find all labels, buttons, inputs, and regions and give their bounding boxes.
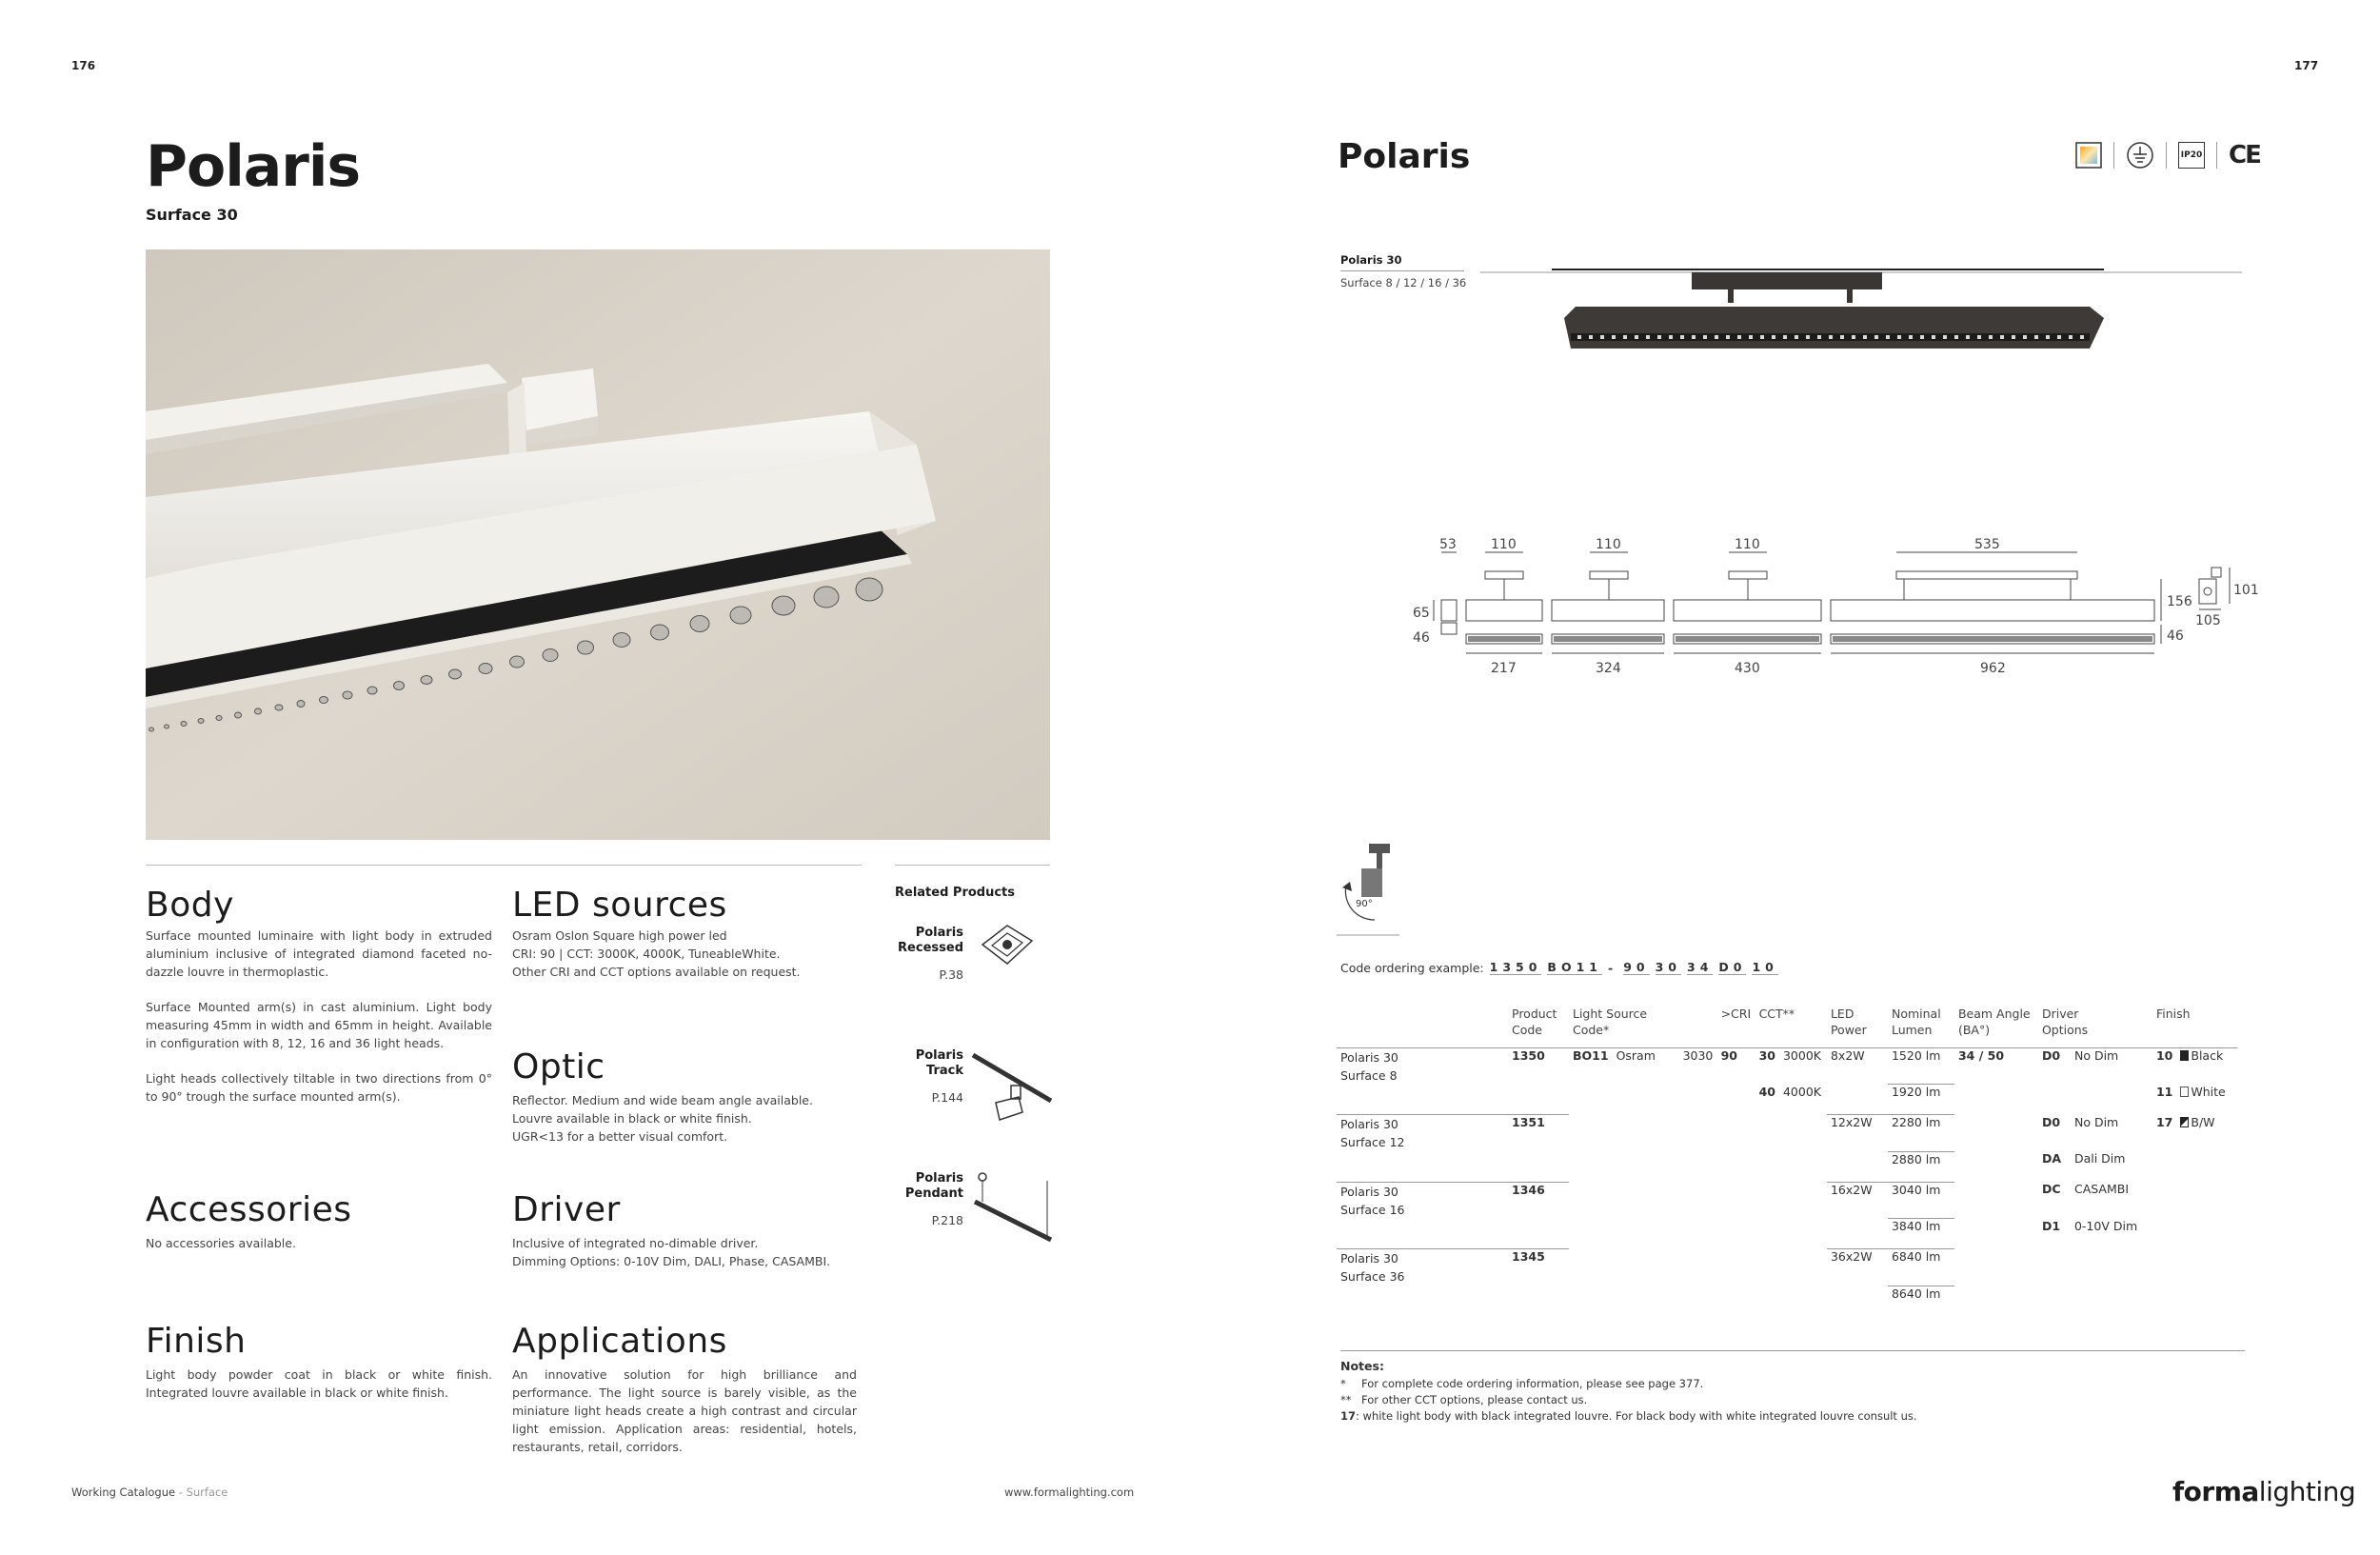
footer-category: Surface xyxy=(186,1485,228,1499)
led-sources-heading: LED sources xyxy=(512,886,727,925)
table-header-row xyxy=(1337,1006,2237,1047)
table-row xyxy=(1337,1115,2237,1152)
cell-driver-code: D0 xyxy=(2038,1047,2071,1085)
cell-product xyxy=(1337,1085,1508,1115)
footer-separator: - xyxy=(175,1485,187,1499)
body-paragraph-3: Light heads collectively tiltable in two directions from 0° to 90° trough the surface mounted arm(s). xyxy=(146,1071,492,1104)
finish-label: B/W xyxy=(2191,1114,2215,1129)
cell-lumen: 1920 lm xyxy=(1888,1085,1954,1115)
header-cri: >CRI xyxy=(1720,1007,1752,1021)
related-name: Polaris Pendant xyxy=(904,1171,963,1201)
header-beam-angle: Beam Angle (BA°) xyxy=(1957,1007,2031,1037)
cell-empty xyxy=(2152,1219,2237,1249)
cell-source-brand: Osram xyxy=(1613,1047,1679,1085)
cell-finish xyxy=(2176,1085,2237,1115)
related-page: P.218 xyxy=(931,1213,963,1227)
page-number-right: 177 xyxy=(2294,59,2319,72)
applications-text: An innovative solution for high brilliance and performance. The light source is barely visible, as the miniature light heads create a high contrast and circular light emission. Application areas: residential, hotels, restaurants, retail, corridors. xyxy=(512,1367,857,1454)
header-product-code: Product Code xyxy=(1512,1007,1557,1037)
cell-cri: 90 xyxy=(1717,1047,1755,1085)
header-finish: Finish xyxy=(2155,1007,2191,1021)
cell-driver: Dali Dim xyxy=(2073,1151,2126,1166)
related-divider xyxy=(895,865,1050,866)
optic-text xyxy=(512,1091,864,1146)
led-line-2: CRI: 90 | CCT: 3000K, 4000K, TuneableWhite. xyxy=(512,947,781,961)
cell-power xyxy=(1827,1085,1888,1115)
cell-code: 1345 xyxy=(1508,1249,1569,1286)
related-page: P.144 xyxy=(931,1090,963,1105)
product-photo xyxy=(146,249,1050,840)
note-mark: * xyxy=(1340,1377,1346,1390)
cell-code: 1350 xyxy=(1508,1047,1569,1085)
tilt-angle: 90° xyxy=(1356,899,1373,909)
cell-source-code xyxy=(1569,1085,1613,1115)
cell-finish-code: 10 xyxy=(2152,1047,2176,1085)
cell-source-type xyxy=(1679,1085,1717,1115)
cell-driver: 0-10V Dim xyxy=(2073,1218,2138,1233)
cell-empty xyxy=(1569,1286,1827,1316)
ce-mark-icon: CE xyxy=(2229,141,2260,169)
cell-driver-code: D1 xyxy=(2041,1218,2061,1233)
cell-driver: CASAMBI xyxy=(2073,1182,2130,1196)
dimension-drawing xyxy=(1409,533,2259,686)
dim-arm-2: 110 xyxy=(1596,537,1621,552)
product-side-drawing xyxy=(1480,257,2242,362)
note-line xyxy=(1340,1376,2245,1392)
dim-depth: 53 xyxy=(1439,537,1457,552)
cell-power: 16x2W xyxy=(1827,1182,1888,1219)
header-light-source: Light Source Code* xyxy=(1573,1007,1648,1037)
cell-driver-code xyxy=(2038,1085,2071,1115)
note-line xyxy=(1340,1408,2245,1425)
dim-length-16: 430 xyxy=(1735,661,1760,676)
code-group-dash: - xyxy=(1607,961,1618,975)
color-tuning-icon xyxy=(2075,142,2102,169)
cell-power: 8x2W xyxy=(1827,1047,1888,1085)
cell-product xyxy=(1337,1286,1508,1316)
body-heading: Body xyxy=(146,886,234,925)
code-group-product: 1350 xyxy=(1489,960,1542,974)
footer-left xyxy=(71,1485,228,1499)
product-label: Polaris 30 xyxy=(1340,253,1402,267)
spec-table xyxy=(1337,1006,2237,1316)
earth-ground-icon xyxy=(2126,141,2154,169)
optic-heading: Optic xyxy=(512,1047,605,1087)
cell-power: 12x2W xyxy=(1827,1115,1888,1152)
cell-driver-code: DA xyxy=(2041,1151,2062,1166)
table-row xyxy=(1337,1047,2237,1085)
cell-power xyxy=(1827,1286,1888,1316)
cell-source-brand xyxy=(1613,1115,1679,1152)
cell-cri xyxy=(1717,1115,1755,1152)
finish-label: Black xyxy=(2191,1047,2224,1063)
dim-length-12: 324 xyxy=(1596,661,1621,676)
optic-line-3: UGR<13 for a better visual comfort. xyxy=(512,1129,728,1144)
recessed-fixture-icon xyxy=(979,922,1036,969)
cell-beam xyxy=(1954,1085,2038,1115)
cert-separator xyxy=(2216,142,2217,169)
optic-line-1: Reflector. Medium and wide beam angle available. xyxy=(512,1093,813,1107)
body-paragraph-1: Surface mounted luminaire with light body in extruded aluminium inclusive of integrated diamond faceted no-dazzle louvre in thermoplastic. xyxy=(146,928,492,979)
body-text xyxy=(146,927,492,1123)
accessories-heading: Accessories xyxy=(146,1190,352,1229)
black-swatch-icon xyxy=(2180,1050,2189,1061)
ip20-badge-icon: IP20 xyxy=(2178,142,2205,169)
table-row xyxy=(1337,1085,2237,1115)
finish-label: White xyxy=(2191,1084,2226,1099)
header-cct: CCT** xyxy=(1758,1007,1795,1021)
dim-length-36: 962 xyxy=(1980,661,2006,676)
header-led-power: LED Power xyxy=(1830,1007,1867,1037)
related-name: Polaris Recessed xyxy=(898,926,963,955)
note-mark: ** xyxy=(1340,1393,1352,1406)
body-paragraph-2: Surface Mounted arm(s) in cast aluminium. Light body measuring 45mm in width and 65mm in height. Available in configuration with 8, 12, 16 and 36 light heads. xyxy=(146,1000,492,1050)
cell-source-type: 3030 xyxy=(1679,1047,1717,1085)
optic-line-2: Louvre available in black or white finish. xyxy=(512,1111,752,1126)
cell-empty xyxy=(2152,1182,2237,1219)
code-group-driver: D0 xyxy=(1718,960,1747,974)
cell-lumen: 1520 lm xyxy=(1888,1047,1954,1085)
cell-lumen: 2280 lm xyxy=(1888,1115,1954,1152)
applications-heading: Applications xyxy=(512,1322,727,1361)
cell-cct: 4000K xyxy=(1782,1084,1821,1099)
cell-empty xyxy=(1569,1249,1827,1286)
notes xyxy=(1340,1358,2245,1425)
dim-body-height: 65 xyxy=(1413,606,1430,621)
cell-code: 1346 xyxy=(1508,1182,1569,1219)
cell-cct-code: 30 xyxy=(1755,1047,1779,1085)
header-nominal-lumen: Nominal Lumen xyxy=(1891,1007,1941,1037)
cell-power xyxy=(1827,1219,1888,1249)
cell-cct xyxy=(1779,1115,1827,1152)
cell-lumen: 8640 lm xyxy=(1888,1286,1954,1316)
cell-product xyxy=(1337,1219,1508,1249)
dim-side-width: 105 xyxy=(2195,613,2221,628)
footer-catalogue: Working Catalogue xyxy=(71,1485,176,1499)
footer-website[interactable]: www.formalighting.com xyxy=(1004,1485,1135,1499)
dim-side-arm: 101 xyxy=(2233,583,2259,598)
notes-divider xyxy=(1340,1350,2245,1351)
cell-product: Polaris 30 Surface 8 xyxy=(1337,1047,1508,1085)
cell-code: 1351 xyxy=(1508,1115,1569,1152)
cell-driver-code: DC xyxy=(2041,1182,2061,1196)
dim-arm-4: 535 xyxy=(1974,537,2000,552)
right-page-title: Polaris xyxy=(1338,137,1471,176)
related-name: Polaris Track xyxy=(915,1048,963,1078)
cell-beam xyxy=(1954,1115,2038,1152)
cell-empty xyxy=(1954,1249,2237,1286)
header-cell xyxy=(1337,1006,1508,1047)
cell-lumen: 3040 lm xyxy=(1888,1182,1954,1219)
cell-code xyxy=(1508,1085,1569,1115)
logo-bold: forma xyxy=(2172,1476,2259,1507)
cell-power: 36x2W xyxy=(1827,1249,1888,1286)
driver-heading: Driver xyxy=(512,1190,621,1229)
cell-driver xyxy=(2071,1085,2152,1115)
dim-side-total: 156 xyxy=(2167,594,2192,609)
table-row xyxy=(1337,1151,2237,1182)
page-number-left: 176 xyxy=(71,59,96,72)
cell-product xyxy=(1337,1151,1508,1182)
section-divider xyxy=(146,865,862,866)
table-row xyxy=(1337,1182,2237,1219)
product-label-rule xyxy=(1340,270,1464,271)
cell-source-code xyxy=(1569,1115,1613,1152)
led-line-1: Osram Oslon Square high power led xyxy=(512,928,727,943)
driver-line-1: Inclusive of integrated no-dimable driver. xyxy=(512,1236,759,1250)
cell-source-type xyxy=(1679,1115,1717,1152)
cell-code xyxy=(1508,1286,1569,1316)
pendant-fixture-icon xyxy=(969,1171,1055,1247)
cell-cri xyxy=(1717,1085,1755,1115)
cell-lumen: 2880 lm xyxy=(1888,1151,1954,1182)
dim-side-louvre: 46 xyxy=(2167,628,2184,644)
cell-product: Polaris 30 Surface 12 xyxy=(1337,1115,1508,1152)
cell-product: Polaris 30 Surface 16 xyxy=(1337,1182,1508,1219)
related-products-heading: Related Products xyxy=(895,886,1016,900)
related-item-track[interactable] xyxy=(895,1048,963,1105)
cell-finish xyxy=(2176,1115,2237,1152)
tilt-diagram xyxy=(1333,838,1409,943)
cell-empty xyxy=(1569,1219,1827,1249)
cell-finish-code: 17 xyxy=(2155,1114,2173,1129)
cell-cct: 3000K xyxy=(1779,1047,1827,1085)
notes-heading: Notes: xyxy=(1340,1359,1384,1373)
track-fixture-icon xyxy=(969,1047,1055,1124)
led-line-3: Other CRI and CCT options available on request. xyxy=(512,965,801,979)
cell-empty xyxy=(1954,1286,2237,1316)
cell-source-code: BO11 xyxy=(1569,1047,1613,1085)
cell-empty xyxy=(1569,1151,1827,1182)
product-variants: Surface 8 / 12 / 16 / 36 xyxy=(1340,276,1467,289)
cell-empty xyxy=(1569,1182,1827,1219)
cell-empty xyxy=(2152,1151,2237,1182)
table-row xyxy=(1337,1286,2237,1316)
cell-driver: No Dim xyxy=(2073,1114,2119,1129)
cell-cct-code xyxy=(1755,1115,1779,1152)
cell-lumen: 6840 lm xyxy=(1888,1249,1954,1286)
led-sources-text xyxy=(512,927,864,981)
code-group-cri: 90 xyxy=(1623,960,1650,974)
black-white-swatch-icon xyxy=(2180,1117,2189,1127)
dim-length-8: 217 xyxy=(1491,661,1517,676)
dim-arm-1: 110 xyxy=(1491,537,1517,552)
note-text: For complete code ordering information, please see page 377. xyxy=(1361,1377,1704,1390)
code-group-cct: 30 xyxy=(1655,960,1681,974)
cell-beam xyxy=(1954,1219,2038,1249)
cell-code xyxy=(1508,1219,1569,1249)
code-ordering-example xyxy=(1340,960,1778,975)
related-page: P.38 xyxy=(939,967,963,982)
code-group-finish: 10 xyxy=(1752,960,1778,974)
note-mark: 17 xyxy=(1340,1409,1357,1423)
certification-icons xyxy=(2075,141,2260,169)
driver-text xyxy=(512,1234,864,1270)
cert-separator xyxy=(2113,142,2114,169)
cert-separator xyxy=(2166,142,2167,169)
cell-power xyxy=(1827,1151,1888,1182)
cell-cct-code: 40 xyxy=(1758,1084,1775,1099)
logo-regular: lighting xyxy=(2258,1476,2356,1507)
cell-source-brand xyxy=(1613,1085,1679,1115)
dim-louvre-height: 46 xyxy=(1413,630,1430,646)
related-item-recessed[interactable] xyxy=(895,926,963,982)
accessories-text: No accessories available. xyxy=(146,1236,296,1250)
cell-beam xyxy=(1954,1151,2038,1182)
cell-finish-code: 11 xyxy=(2155,1084,2173,1099)
cell-driver: No Dim xyxy=(2071,1047,2152,1085)
finish-heading: Finish xyxy=(146,1322,247,1361)
related-item-pendant[interactable] xyxy=(895,1171,963,1227)
white-swatch-icon xyxy=(2180,1087,2189,1097)
brand-logo xyxy=(2172,1476,2355,1507)
code-example-label: Code ordering example: xyxy=(1340,961,1484,975)
cell-driver-code: D0 xyxy=(2041,1114,2061,1129)
cell-finish xyxy=(2176,1047,2237,1085)
cell-product: Polaris 30 Surface 36 xyxy=(1337,1249,1508,1286)
cell-lumen: 3840 lm xyxy=(1888,1219,1954,1249)
page-subtitle: Surface 30 xyxy=(146,206,238,224)
header-driver-options: Driver Options xyxy=(2041,1007,2089,1037)
table-row xyxy=(1337,1219,2237,1249)
code-group-beam: 34 xyxy=(1687,960,1714,974)
code-group-source: BO11 xyxy=(1547,960,1602,974)
cell-beam: 34 / 50 xyxy=(1954,1047,2038,1085)
note-line xyxy=(1340,1392,2245,1408)
driver-line-2: Dimming Options: 0-10V Dim, DALI, Phase, CASAMBI. xyxy=(512,1254,831,1268)
page-title: Polaris xyxy=(146,133,361,200)
finish-text: Light body powder coat in black or white finish. Integrated louvre available in black or white finish. xyxy=(146,1367,492,1400)
dim-arm-3: 110 xyxy=(1735,537,1760,552)
note-text: For other CCT options, please contact us. xyxy=(1361,1393,1588,1406)
table-row xyxy=(1337,1249,2237,1286)
cell-beam xyxy=(1954,1182,2038,1219)
note-text: : white light body with black integrated louvre. For black body with white integrated louvre consult us. xyxy=(1356,1409,1917,1423)
cell-code xyxy=(1508,1151,1569,1182)
